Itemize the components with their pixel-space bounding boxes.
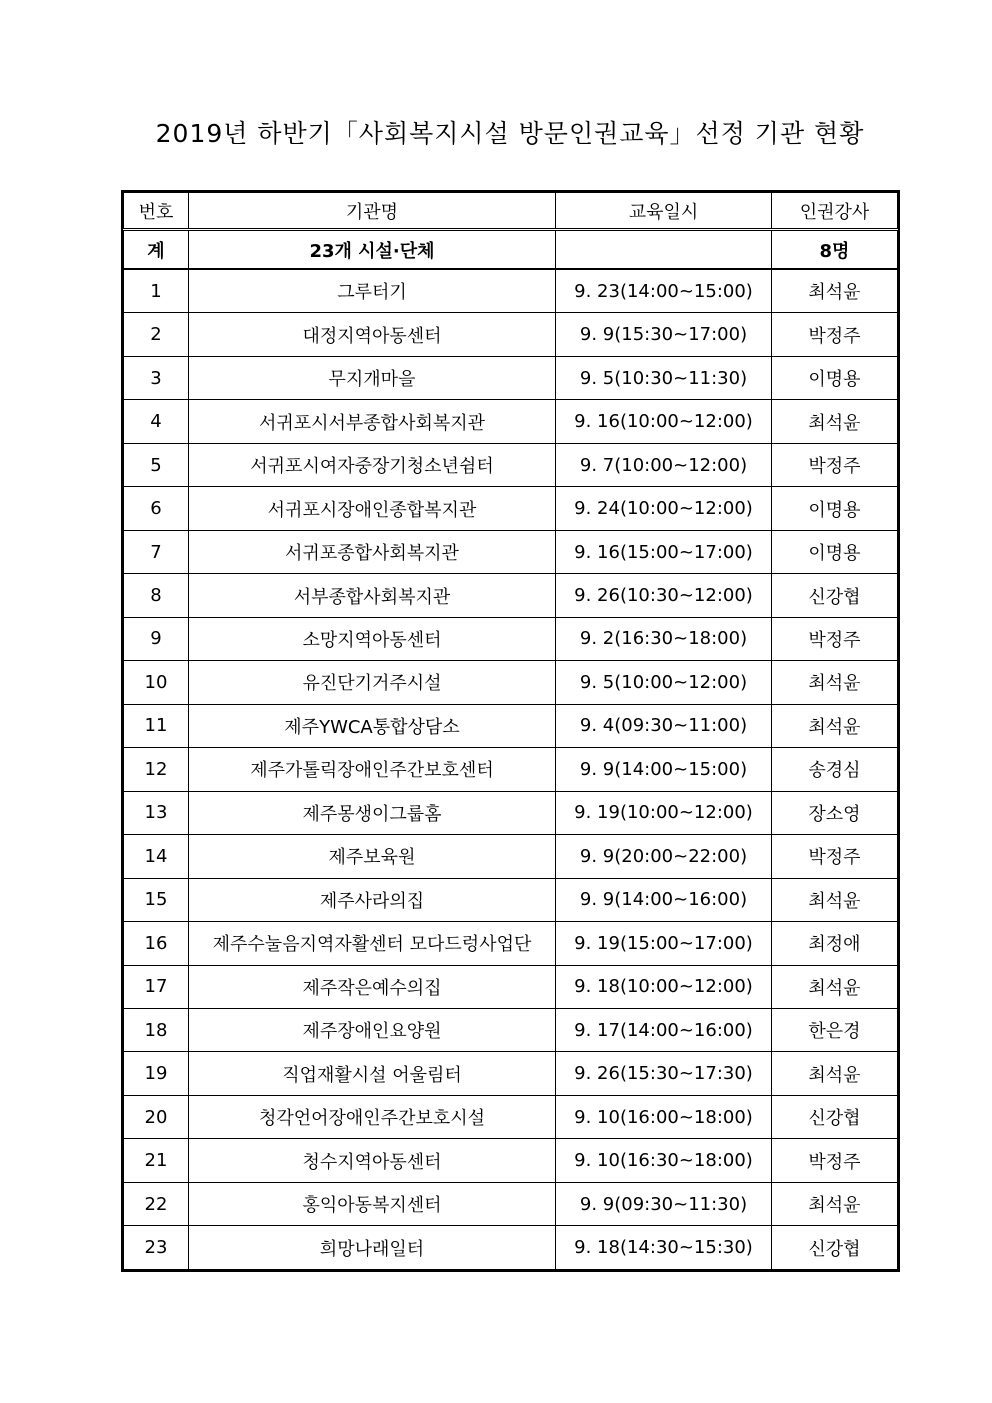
- education-date: 9. 9(20:00~22:00): [556, 835, 772, 878]
- education-date: 9. 24(10:00~12:00): [556, 487, 772, 530]
- education-date: 9. 17(14:00~16:00): [556, 1008, 772, 1051]
- row-number: 7: [124, 530, 189, 573]
- education-date: 9. 2(16:30~18:00): [556, 617, 772, 660]
- instructor-name: 박정주: [772, 617, 898, 660]
- institution-name: 직업재활시설 어울림터: [189, 1052, 556, 1095]
- table-row: [124, 574, 898, 617]
- table-row: [124, 313, 898, 356]
- table-row: [124, 1139, 898, 1182]
- total-instructors: 8명: [772, 230, 898, 270]
- row-number: 6: [124, 487, 189, 530]
- row-number: 17: [124, 965, 189, 1008]
- instructor-name: 최석윤: [772, 269, 898, 313]
- instructor-name: 최석윤: [772, 400, 898, 443]
- row-number: 5: [124, 443, 189, 486]
- institution-name: 제주보육원: [189, 835, 556, 878]
- row-number: 20: [124, 1095, 189, 1138]
- row-number: 21: [124, 1139, 189, 1182]
- table-row: [124, 400, 898, 443]
- instructor-name: 이명용: [772, 356, 898, 399]
- institution-name: 유진단기거주시설: [189, 661, 556, 704]
- instructor-name: 최석윤: [772, 878, 898, 921]
- row-number: 4: [124, 400, 189, 443]
- institution-name: 서귀포시장애인종합복지관: [189, 487, 556, 530]
- institution-name: 제주사라의집: [189, 878, 556, 921]
- instructor-name: 최석윤: [772, 704, 898, 747]
- education-date: 9. 5(10:00~12:00): [556, 661, 772, 704]
- table-row: [124, 530, 898, 573]
- institution-name: 제주YWCA통합상담소: [189, 704, 556, 747]
- row-number: 16: [124, 922, 189, 965]
- institution-name: 서귀포시여자중장기청소년쉼터: [189, 443, 556, 486]
- row-number: 14: [124, 835, 189, 878]
- table-row: [124, 661, 898, 704]
- education-date: 9. 7(10:00~12:00): [556, 443, 772, 486]
- header-no: 번호: [124, 193, 189, 230]
- total-label: 계: [124, 230, 189, 270]
- education-date: 9. 26(10:30~12:00): [556, 574, 772, 617]
- institution-name: 희망나래일터: [189, 1226, 556, 1270]
- row-number: 22: [124, 1182, 189, 1225]
- row-number: 12: [124, 748, 189, 791]
- table-row: [124, 1052, 898, 1095]
- table-row: [124, 878, 898, 921]
- institution-name: 그루터기: [189, 269, 556, 313]
- header-name: 기관명: [189, 193, 556, 230]
- institution-table: [121, 190, 900, 1272]
- education-date: 9. 18(14:30~15:30): [556, 1226, 772, 1270]
- row-number: 3: [124, 356, 189, 399]
- header-instructor: 인권강사: [772, 193, 898, 230]
- education-date: 9. 9(09:30~11:30): [556, 1182, 772, 1225]
- table-row: [124, 922, 898, 965]
- instructor-name: 박정주: [772, 443, 898, 486]
- instructor-name: 박정주: [772, 1139, 898, 1182]
- page-title: 2019년 하반기「사회복지시설 방문인권교육」선정 기관 현황: [155, 119, 865, 148]
- instructor-name: 박정주: [772, 835, 898, 878]
- row-number: 1: [124, 269, 189, 313]
- instructor-name: 최석윤: [772, 1182, 898, 1225]
- instructor-name: 한은경: [772, 1008, 898, 1051]
- row-number: 23: [124, 1226, 189, 1270]
- total-row: [124, 230, 898, 270]
- institution-name: 제주몽생이그룹홈: [189, 791, 556, 834]
- institution-name: 제주작은예수의집: [189, 965, 556, 1008]
- institution-name: 청수지역아동센터: [189, 1139, 556, 1182]
- row-number: 18: [124, 1008, 189, 1051]
- institution-name: 홍익아동복지센터: [189, 1182, 556, 1225]
- table-row: [124, 835, 898, 878]
- institution-name: 서귀포종합사회복지관: [189, 530, 556, 573]
- table-row: [124, 487, 898, 530]
- institution-name: 소망지역아동센터: [189, 617, 556, 660]
- table-row: [124, 791, 898, 834]
- education-date: 9. 9(14:00~16:00): [556, 878, 772, 921]
- table-row: [124, 704, 898, 747]
- education-date: 9. 16(15:00~17:00): [556, 530, 772, 573]
- table-row: [124, 617, 898, 660]
- instructor-name: 최석윤: [772, 965, 898, 1008]
- instructor-name: 신강협: [772, 574, 898, 617]
- education-date: 9. 10(16:30~18:00): [556, 1139, 772, 1182]
- education-date: 9. 23(14:00~15:00): [556, 269, 772, 313]
- education-date: 9. 16(10:00~12:00): [556, 400, 772, 443]
- instructor-name: 신강협: [772, 1095, 898, 1138]
- table-row: [124, 443, 898, 486]
- table-row: [124, 1182, 898, 1225]
- instructor-name: 최정애: [772, 922, 898, 965]
- institution-name: 청각언어장애인주간보호시설: [189, 1095, 556, 1138]
- table-row: [124, 1226, 898, 1270]
- instructor-name: 이명용: [772, 487, 898, 530]
- instructor-name: 신강협: [772, 1226, 898, 1270]
- row-number: 11: [124, 704, 189, 747]
- institution-name: 제주가톨릭장애인주간보호센터: [189, 748, 556, 791]
- row-number: 8: [124, 574, 189, 617]
- row-number: 15: [124, 878, 189, 921]
- instructor-name: 송경심: [772, 748, 898, 791]
- row-number: 19: [124, 1052, 189, 1095]
- education-date: 9. 18(10:00~12:00): [556, 965, 772, 1008]
- table-row: [124, 356, 898, 399]
- instructor-name: 장소영: [772, 791, 898, 834]
- instructor-name: 이명용: [772, 530, 898, 573]
- institution-name: 제주수눌음지역자활센터 모다드렁사업단: [189, 922, 556, 965]
- education-date: 9. 19(10:00~12:00): [556, 791, 772, 834]
- header-date: 교육일시: [556, 193, 772, 230]
- education-date: 9. 19(15:00~17:00): [556, 922, 772, 965]
- institution-name: 대정지역아동센터: [189, 313, 556, 356]
- row-number: 13: [124, 791, 189, 834]
- education-date: 9. 5(10:30~11:30): [556, 356, 772, 399]
- header-row: [124, 193, 898, 230]
- education-date: 9. 26(15:30~17:30): [556, 1052, 772, 1095]
- instructor-name: 최석윤: [772, 661, 898, 704]
- row-number: 2: [124, 313, 189, 356]
- institution-name: 서부종합사회복지관: [189, 574, 556, 617]
- education-date: 9. 9(15:30~17:00): [556, 313, 772, 356]
- table-body: [124, 269, 898, 1270]
- institution-name: 무지개마을: [189, 356, 556, 399]
- instructor-name: 최석윤: [772, 1052, 898, 1095]
- education-date: 9. 10(16:00~18:00): [556, 1095, 772, 1138]
- table-row: [124, 1095, 898, 1138]
- total-count: 23개 시설·단체: [189, 230, 556, 270]
- row-number: 10: [124, 661, 189, 704]
- institution-name: 제주장애인요양원: [189, 1008, 556, 1051]
- table-row: [124, 965, 898, 1008]
- education-date: 9. 4(09:30~11:00): [556, 704, 772, 747]
- table-row: [124, 1008, 898, 1051]
- institution-name: 서귀포시서부종합사회복지관: [189, 400, 556, 443]
- table-row: [124, 748, 898, 791]
- instructor-name: 박정주: [772, 313, 898, 356]
- total-date: [556, 230, 772, 270]
- education-date: 9. 9(14:00~15:00): [556, 748, 772, 791]
- table-row: [124, 269, 898, 313]
- row-number: 9: [124, 617, 189, 660]
